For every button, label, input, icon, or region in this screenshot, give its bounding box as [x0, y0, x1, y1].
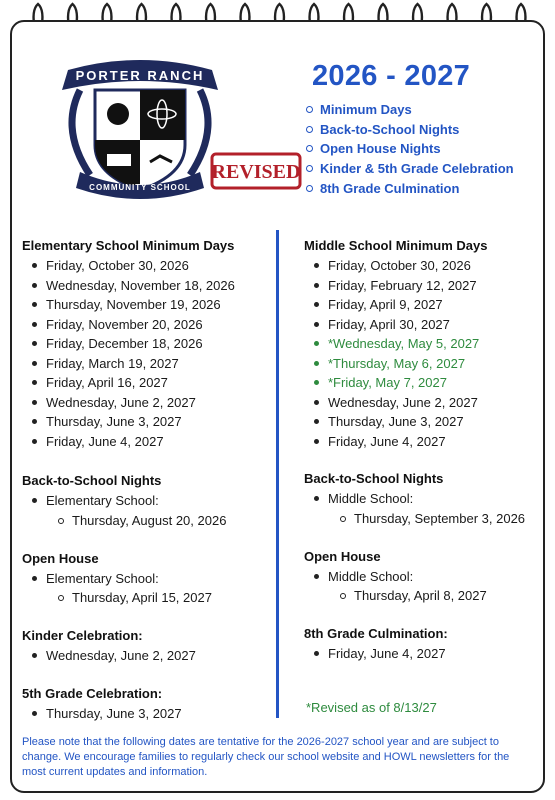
topic-item: Kinder & 5th Grade Celebration	[306, 159, 514, 179]
topic-item: 8th Grade Culmination	[306, 178, 514, 198]
list-item: Elementary School:	[22, 569, 282, 589]
svg-text:REVISED: REVISED	[211, 161, 301, 183]
elementary-column	[22, 236, 282, 723]
list-item: Wednesday, November 18, 2026	[22, 276, 282, 296]
list-item: Friday, March 19, 2027	[22, 354, 282, 374]
middle-open-house-heading: Open House	[304, 548, 381, 564]
list-item: Thursday, September 3, 2026	[304, 509, 555, 529]
list-item: Elementary School:	[22, 491, 282, 511]
list-item: Friday, November 20, 2026	[22, 315, 282, 335]
elementary-min-days-heading: Elementary School Minimum Days	[22, 238, 235, 253]
list-item: Friday, February 12, 2027	[304, 276, 555, 296]
elementary-open-house-heading: Open House	[22, 550, 99, 566]
tentative-dates-note: Please note that the following dates are tentative for the 2026-2027 school year and are subject to change. We encourage families to regularly check our school website and HOWL newsletters for the most current updates and information.	[22, 736, 510, 778]
list-item: Thursday, August 20, 2026	[22, 511, 282, 531]
logo-top-text: PORTER RANCH	[75, 68, 205, 83]
middle-school-column	[304, 236, 555, 664]
topic-item: Back-to-School Nights	[306, 120, 514, 140]
elementary-bts-heading: Back-to-School Nights	[22, 473, 162, 488]
list-item: Friday, June 4, 2027	[22, 432, 282, 452]
middle-min-days-list	[304, 256, 555, 451]
list-item: Friday, December 18, 2026	[22, 334, 282, 354]
list-item: Friday, April 30, 2027	[304, 315, 555, 335]
topic-item: Open House Nights	[306, 139, 514, 159]
list-item: Middle School:	[304, 489, 555, 509]
list-item: *Thursday, May 6, 2027	[304, 354, 555, 374]
elementary-min-days-list	[22, 256, 282, 451]
revised-note: *Revised as of 8/13/27	[306, 700, 437, 715]
list-item: Wednesday, June 2, 2027	[22, 393, 282, 413]
kinder-heading: Kinder Celebration:	[22, 628, 143, 643]
list-item: *Wednesday, May 5, 2027	[304, 334, 555, 354]
list-item: Friday, April 16, 2027	[22, 373, 282, 393]
fifth-grade-heading: 5th Grade Celebration:	[22, 685, 163, 701]
list-item: Middle School:	[304, 567, 555, 587]
revised-stamp	[210, 152, 302, 190]
list-item: Friday, April 9, 2027	[304, 295, 555, 315]
list-item: Thursday, November 19, 2026	[22, 295, 282, 315]
list-item: Friday, June 4, 2027	[304, 432, 555, 452]
logo-bottom-text: COMMUNITY SCHOOL	[89, 183, 191, 192]
list-item: Friday, October 30, 2026	[304, 256, 555, 276]
list-item: Thursday, June 3, 2027	[304, 412, 555, 432]
school-year-title: 2026 - 2027	[312, 60, 471, 92]
list-item: Thursday, April 15, 2027	[22, 588, 282, 608]
list-item: *Friday, May 7, 2027	[304, 373, 555, 393]
list-item: Friday, June 4, 2027	[304, 644, 555, 664]
list-item: Thursday, June 3, 2027	[22, 704, 282, 724]
list-item: Wednesday, June 2, 2027	[22, 646, 282, 666]
topic-item: Minimum Days	[306, 100, 514, 120]
list-item: Friday, October 30, 2026	[22, 256, 282, 276]
middle-min-days-heading: Middle School Minimum Days	[304, 238, 488, 253]
topic-list	[306, 100, 514, 198]
school-logo	[50, 50, 230, 200]
culmination-heading: 8th Grade Culmination:	[304, 626, 448, 641]
list-item: Thursday, June 3, 2027	[22, 412, 282, 432]
middle-bts-heading: Back-to-School Nights	[304, 471, 444, 486]
list-item: Wednesday, June 2, 2027	[304, 393, 555, 413]
list-item: Thursday, April 8, 2027	[304, 586, 555, 606]
